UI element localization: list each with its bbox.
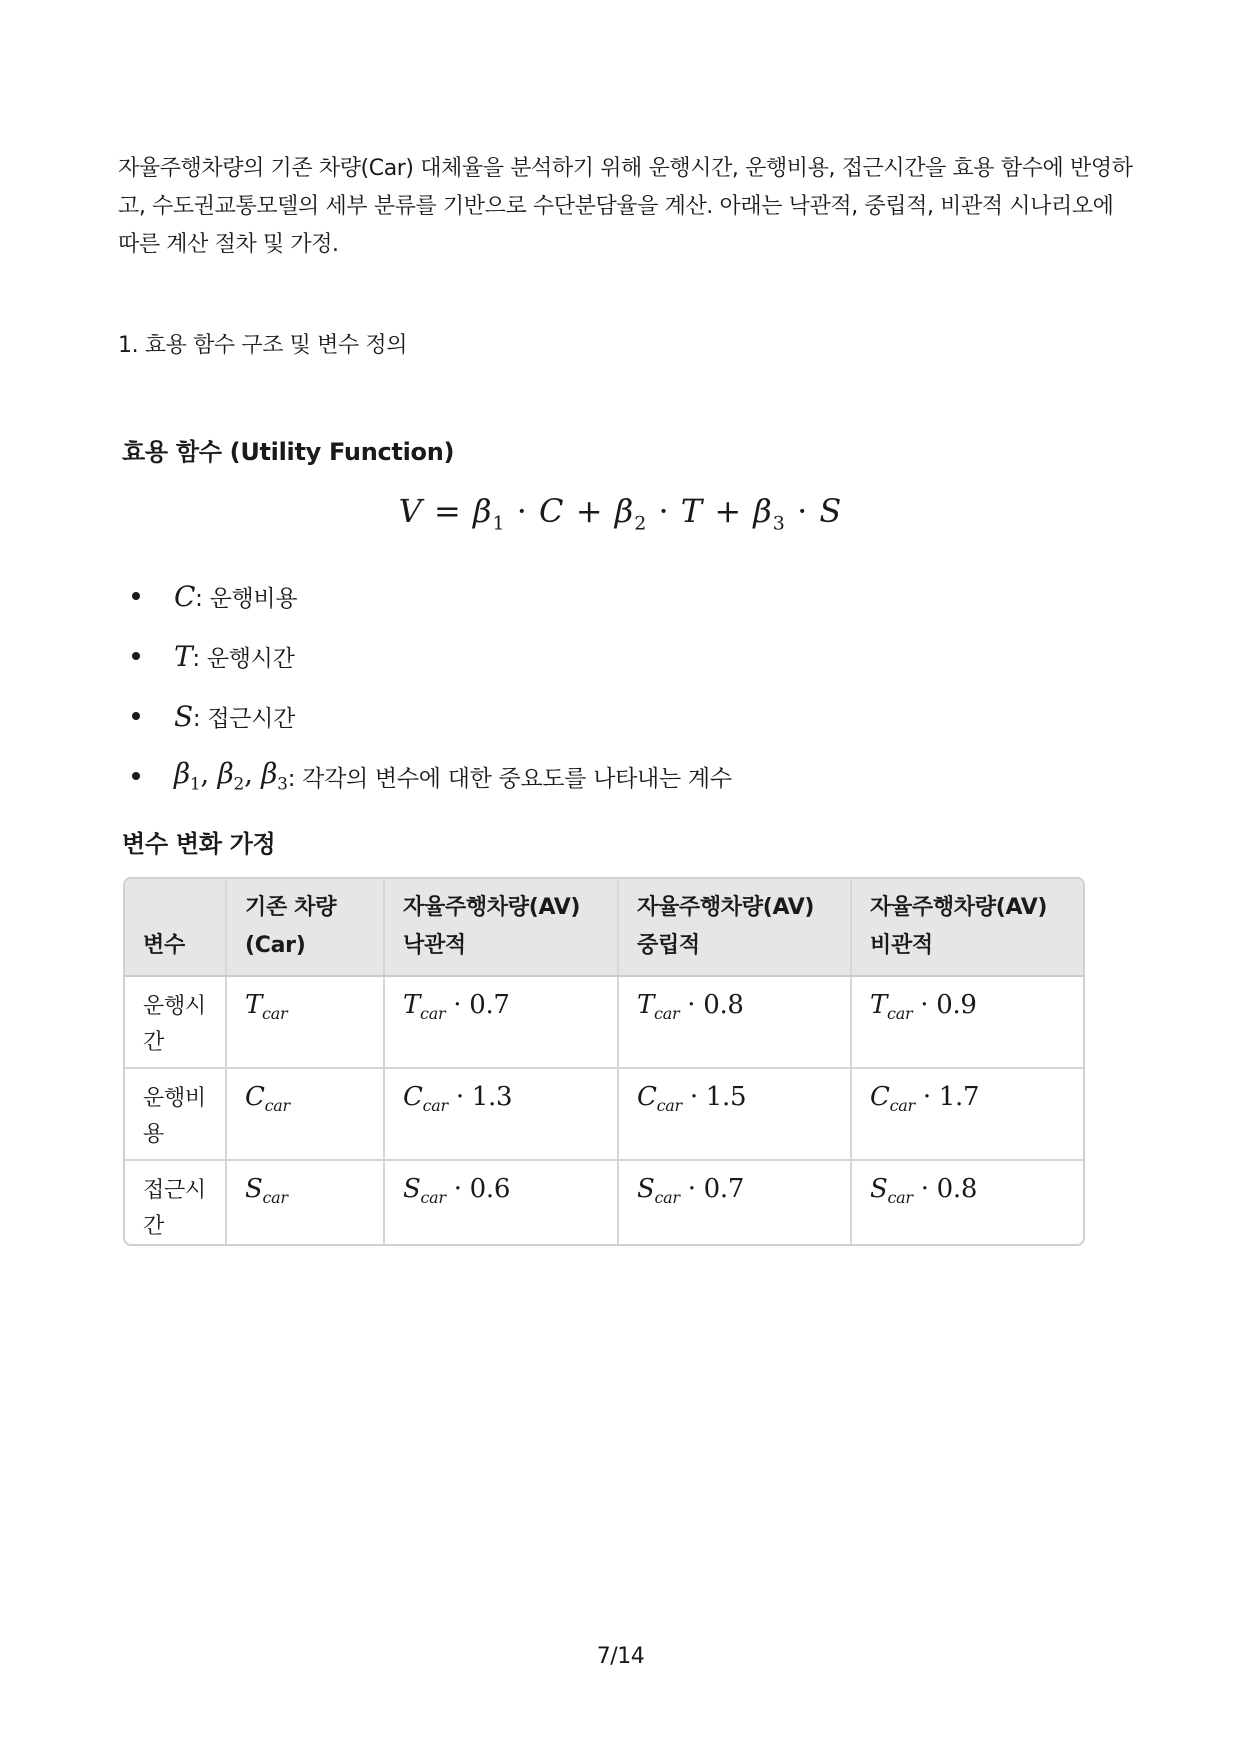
beta-sub-3: 3 <box>277 774 288 795</box>
car-value: $T_{car}$ <box>226 976 384 1068</box>
beta-symbols <box>174 757 288 795</box>
optimistic-value: $T_{car} \cdot 0.7$ <box>384 976 618 1068</box>
list-item <box>132 686 732 746</box>
formula-plus-2: + <box>714 492 743 530</box>
neutral-value: $C_{car} \cdot 1.5$ <box>618 1068 851 1160</box>
header-variable: 변수 <box>125 879 226 976</box>
math-symbol: C <box>174 579 196 613</box>
list-item-text: : 접근시간 <box>192 705 296 732</box>
table-row <box>125 1160 1083 1246</box>
formula-var-1: C <box>539 492 565 530</box>
comma: , <box>200 757 210 791</box>
list-item-text: : 각각의 변수에 대한 중요도를 나타내는 계수 <box>287 765 732 792</box>
beta-sub-2: 2 <box>233 774 245 795</box>
beta-sub-1: 1 <box>189 774 201 795</box>
beta-1: β <box>174 757 190 791</box>
row-label: 접근시간 <box>125 1160 226 1246</box>
list-item-text: : 운행비용 <box>195 585 298 612</box>
section-heading: 1. 효용 함수 구조 및 변수 정의 <box>118 333 408 358</box>
list-item <box>132 626 732 686</box>
bullet-icon <box>132 652 140 660</box>
formula-dot-2: · <box>658 492 670 530</box>
formula-beta-2: β <box>614 492 635 530</box>
formula-sub-2: 2 <box>634 512 648 535</box>
pessimistic-value: $C_{car} \cdot 1.7$ <box>851 1068 1083 1160</box>
optimistic-value: $C_{car} \cdot 1.3$ <box>384 1068 618 1160</box>
header-av-neutral: 자율주행차량(AV) 중립적 <box>618 879 851 976</box>
row-label: 운행비용 <box>125 1068 226 1160</box>
formula-plus-1: + <box>575 492 604 530</box>
comma: , <box>244 757 253 791</box>
math-symbol: T <box>174 639 193 673</box>
header-car: 기존 차량 (Car) <box>226 879 384 976</box>
row-label: 운행시간 <box>125 976 226 1068</box>
formula-dot-1: · <box>516 492 528 530</box>
formula-lhs: V <box>398 492 423 530</box>
optimistic-value: $S_{car} \cdot 0.6$ <box>384 1160 618 1246</box>
utility-function-heading: 효용 함수 (Utility Function) <box>122 438 455 466</box>
list-item <box>132 746 732 806</box>
bullet-icon <box>132 592 140 600</box>
formula-equals: = <box>433 492 462 530</box>
table-row <box>125 976 1083 1068</box>
list-item-text: : 운행시간 <box>192 645 295 672</box>
utility-formula <box>0 492 1241 534</box>
formula-var-3: S <box>819 492 843 530</box>
car-value: $C_{car}$ <box>226 1068 384 1160</box>
intro-paragraph: 자율주행차량의 기존 차량(Car) 대체율을 분석하기 위해 운행시간, 운행비용, 접근시간을 효용 함수에 반영하고, 수도권교통모델의 세부 분류를 기반으로 수단분담율을 계산. 아래는 낙관적, 중립적, 비관적 시나리오에 따른 계산 절차 및 가정. <box>118 156 1133 257</box>
math-symbol: S <box>174 699 193 733</box>
bullet-icon <box>132 772 140 780</box>
pessimistic-value: $S_{car} \cdot 0.8$ <box>870 1174 978 1208</box>
pessimistic-value: $T_{car} \cdot 0.9$ <box>851 976 1083 1068</box>
beta-3: β <box>261 757 278 791</box>
formula-beta-1: β <box>472 492 493 530</box>
variable-definition-list <box>132 566 732 806</box>
bullet-icon <box>132 712 140 720</box>
neutral-value: $T_{car} \cdot 0.8$ <box>618 976 851 1068</box>
table-row <box>125 1068 1083 1160</box>
variable-change-heading: 변수 변화 가정 <box>122 830 276 858</box>
formula-sub-3: 3 <box>772 512 786 535</box>
variable-table <box>123 877 1085 1246</box>
page-number: 7/14 <box>596 1644 645 1669</box>
formula-sub-1: 1 <box>492 512 506 535</box>
car-value: $S_{car}$ <box>226 1160 384 1246</box>
table-header-row <box>125 879 1083 976</box>
beta-2: β <box>217 757 234 791</box>
list-item <box>132 566 732 626</box>
header-av-pessimistic: 자율주행차량(AV) 비관적 <box>851 879 1083 976</box>
header-av-optimistic: 자율주행차량(AV) 낙관적 <box>384 879 618 976</box>
formula-dot-3: · <box>797 492 809 530</box>
neutral-value: $S_{car} \cdot 0.7$ <box>618 1160 851 1246</box>
formula-var-2: T <box>680 492 704 530</box>
formula-beta-3: β <box>753 492 773 530</box>
